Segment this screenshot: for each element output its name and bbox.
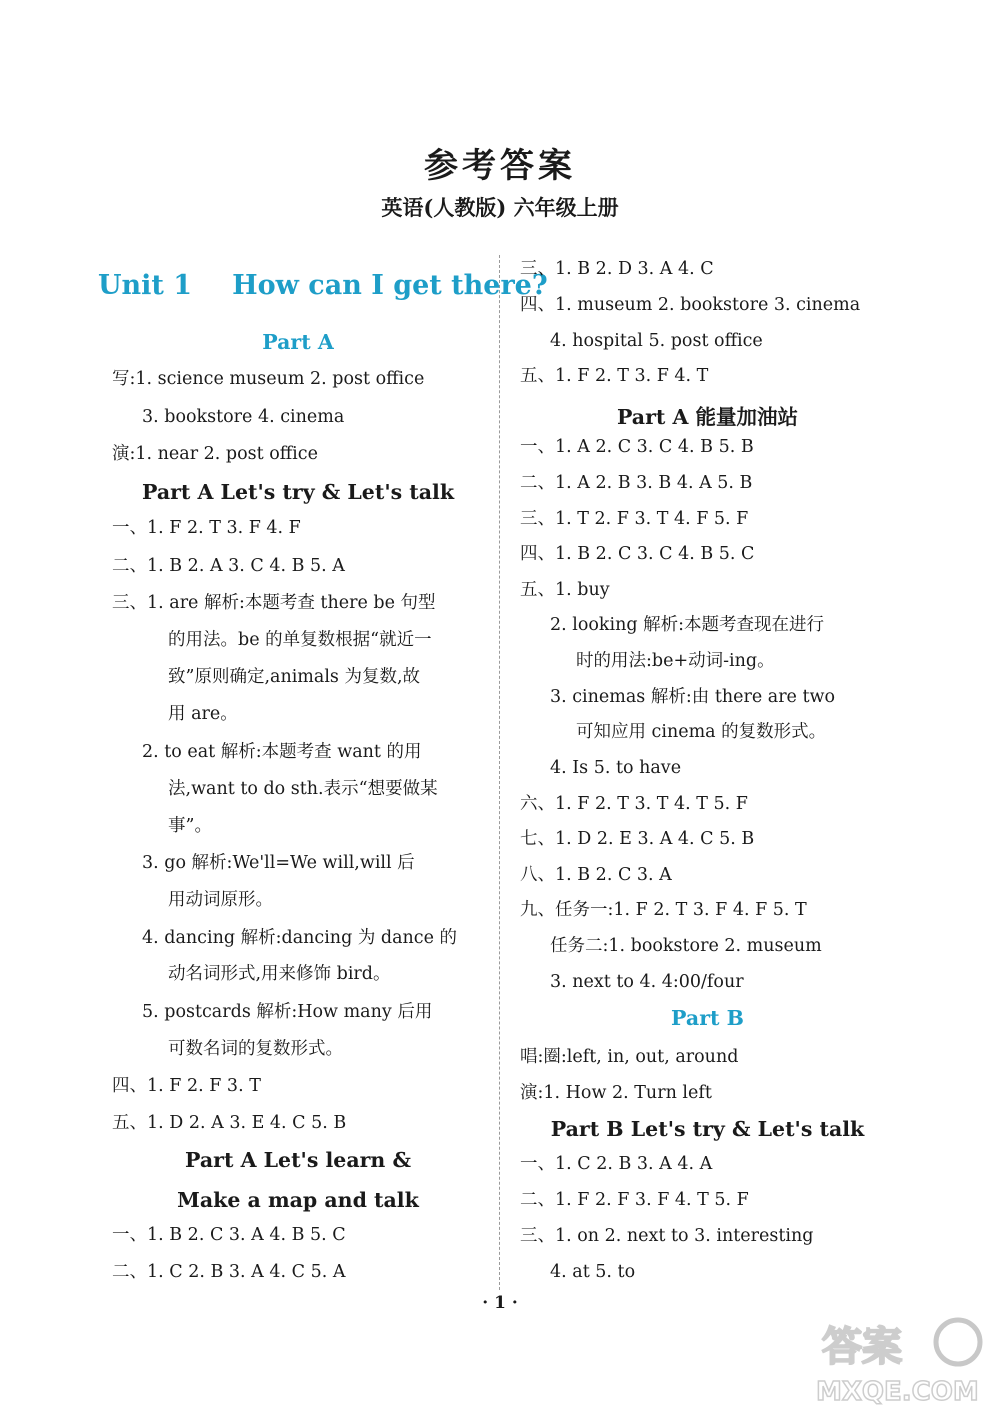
answer-line: 四、1. museum 2. bookstore 3. cinema <box>520 295 861 315</box>
answer-line: 唱:圈:left, in, out, around <box>520 1047 739 1067</box>
answer-line: 可知应用 cinema 的复数形式。 <box>576 722 827 742</box>
answer-line: 时的用法:be+动词-ing。 <box>576 651 775 671</box>
answer-line: 五、1. F 2. T 3. F 4. T <box>520 366 709 386</box>
answer-line: 用 are。 <box>168 704 238 724</box>
section-part-a: Part A <box>262 330 334 354</box>
answer-line: 三、1. B 2. D 3. A 4. C <box>520 259 714 279</box>
section-part-b: Part B <box>671 1006 744 1030</box>
unit-number: Unit 1 <box>98 270 193 301</box>
answer-line: 五、1. D 2. A 3. E 4. C 5. B <box>112 1113 347 1133</box>
answer-line: 四、1. F 2. F 3. T <box>112 1076 261 1096</box>
answer-line: 一、1. B 2. C 3. A 4. B 5. C <box>112 1225 346 1245</box>
answer-line: 演:1. near 2. post office <box>112 444 318 464</box>
answer-line: 4. at 5. to <box>550 1262 636 1282</box>
answer-line: 致”原则确定,animals 为复数,故 <box>168 667 421 687</box>
svg-text:MXQE.COM: MXQE.COM <box>816 1377 979 1407</box>
answer-line: 5. postcards 解析:How many 后用 <box>142 1002 433 1022</box>
section-heading: Part A Let's try & Let's talk <box>141 480 455 504</box>
answer-line: 任务二:1. bookstore 2. museum <box>550 936 822 956</box>
answer-line: 二、1. A 2. B 3. B 4. A 5. B <box>520 473 753 493</box>
answer-line: 九、任务一:1. F 2. T 3. F 4. F 5. T <box>520 900 807 920</box>
answer-line: 三、1. are 解析:本题考查 there be 句型 <box>112 593 436 613</box>
answer-line: 3. go 解析:We'll=We will,will 后 <box>142 853 415 873</box>
answer-line: 3. next to 4. 4:00/four <box>550 972 744 992</box>
answer-line: 五、1. buy <box>520 580 610 600</box>
answer-line: 4. hospital 5. post office <box>550 331 763 351</box>
answer-line: 三、1. on 2. next to 3. interesting <box>520 1226 814 1246</box>
answer-line: 二、1. B 2. A 3. C 4. B 5. A <box>112 556 345 576</box>
unit-title: How can I get there? <box>232 270 548 301</box>
section-heading: Part A Let's learn & <box>185 1148 411 1172</box>
answer-line: 七、1. D 2. E 3. A 4. C 5. B <box>520 829 755 849</box>
answer-line: 四、1. B 2. C 3. C 4. B 5. C <box>520 544 755 564</box>
answer-line: 3. cinemas 解析:由 there are two <box>550 687 836 707</box>
section-heading: Part B Let's try & Let's talk <box>550 1117 865 1141</box>
answer-line: 2. to eat 解析:本题考查 want 的用 <box>142 742 422 762</box>
section-heading: Make a map and talk <box>177 1188 419 1212</box>
page-number: · 1 · <box>482 1293 518 1313</box>
answer-line: 动名词形式,用来修饰 bird。 <box>168 964 391 984</box>
answer-line: 可数名词的复数形式。 <box>168 1039 343 1059</box>
answer-line: 一、1. A 2. C 3. C 4. B 5. B <box>520 437 754 457</box>
watermark-logo <box>812 1312 992 1408</box>
answer-line: 写:1. science museum 2. post office <box>112 369 425 389</box>
page-title: 参考答案 <box>424 146 576 186</box>
answer-line: 二、1. F 2. F 3. F 4. T 5. F <box>520 1190 749 1210</box>
answer-line: 4. Is 5. to have <box>550 758 682 778</box>
answer-line: 4. dancing 解析:dancing 为 dance 的 <box>142 928 458 948</box>
column-divider <box>499 255 500 1290</box>
answer-line: 八、1. B 2. C 3. A <box>520 865 672 885</box>
section-heading: Part A 能量加油站 <box>616 405 799 429</box>
answer-line: 演:1. How 2. Turn left <box>520 1083 712 1103</box>
answer-line: 六、1. F 2. T 3. T 4. T 5. F <box>520 794 748 814</box>
answer-line: 2. looking 解析:本题考查现在进行 <box>550 615 825 635</box>
answer-line: 事”。 <box>168 816 212 836</box>
answer-line: 3. bookstore 4. cinema <box>142 407 345 427</box>
page-subtitle: 英语(人教版) 六年级上册 <box>381 195 619 220</box>
answer-line: 三、1. T 2. F 3. T 4. F 5. F <box>520 509 749 529</box>
unit-heading <box>98 270 548 301</box>
answer-line: 的用法。be 的单复数根据“就近一 <box>168 630 432 650</box>
answer-line: 法,want to do sth.表示“想要做某 <box>168 779 438 799</box>
answer-line: 用动词原形。 <box>168 890 273 910</box>
answer-line: 一、1. F 2. T 3. F 4. F <box>112 518 301 538</box>
answer-line: 二、1. C 2. B 3. A 4. C 5. A <box>112 1262 346 1282</box>
svg-text:答案: 答案 <box>822 1324 902 1370</box>
answer-line: 一、1. C 2. B 3. A 4. A <box>520 1154 713 1174</box>
